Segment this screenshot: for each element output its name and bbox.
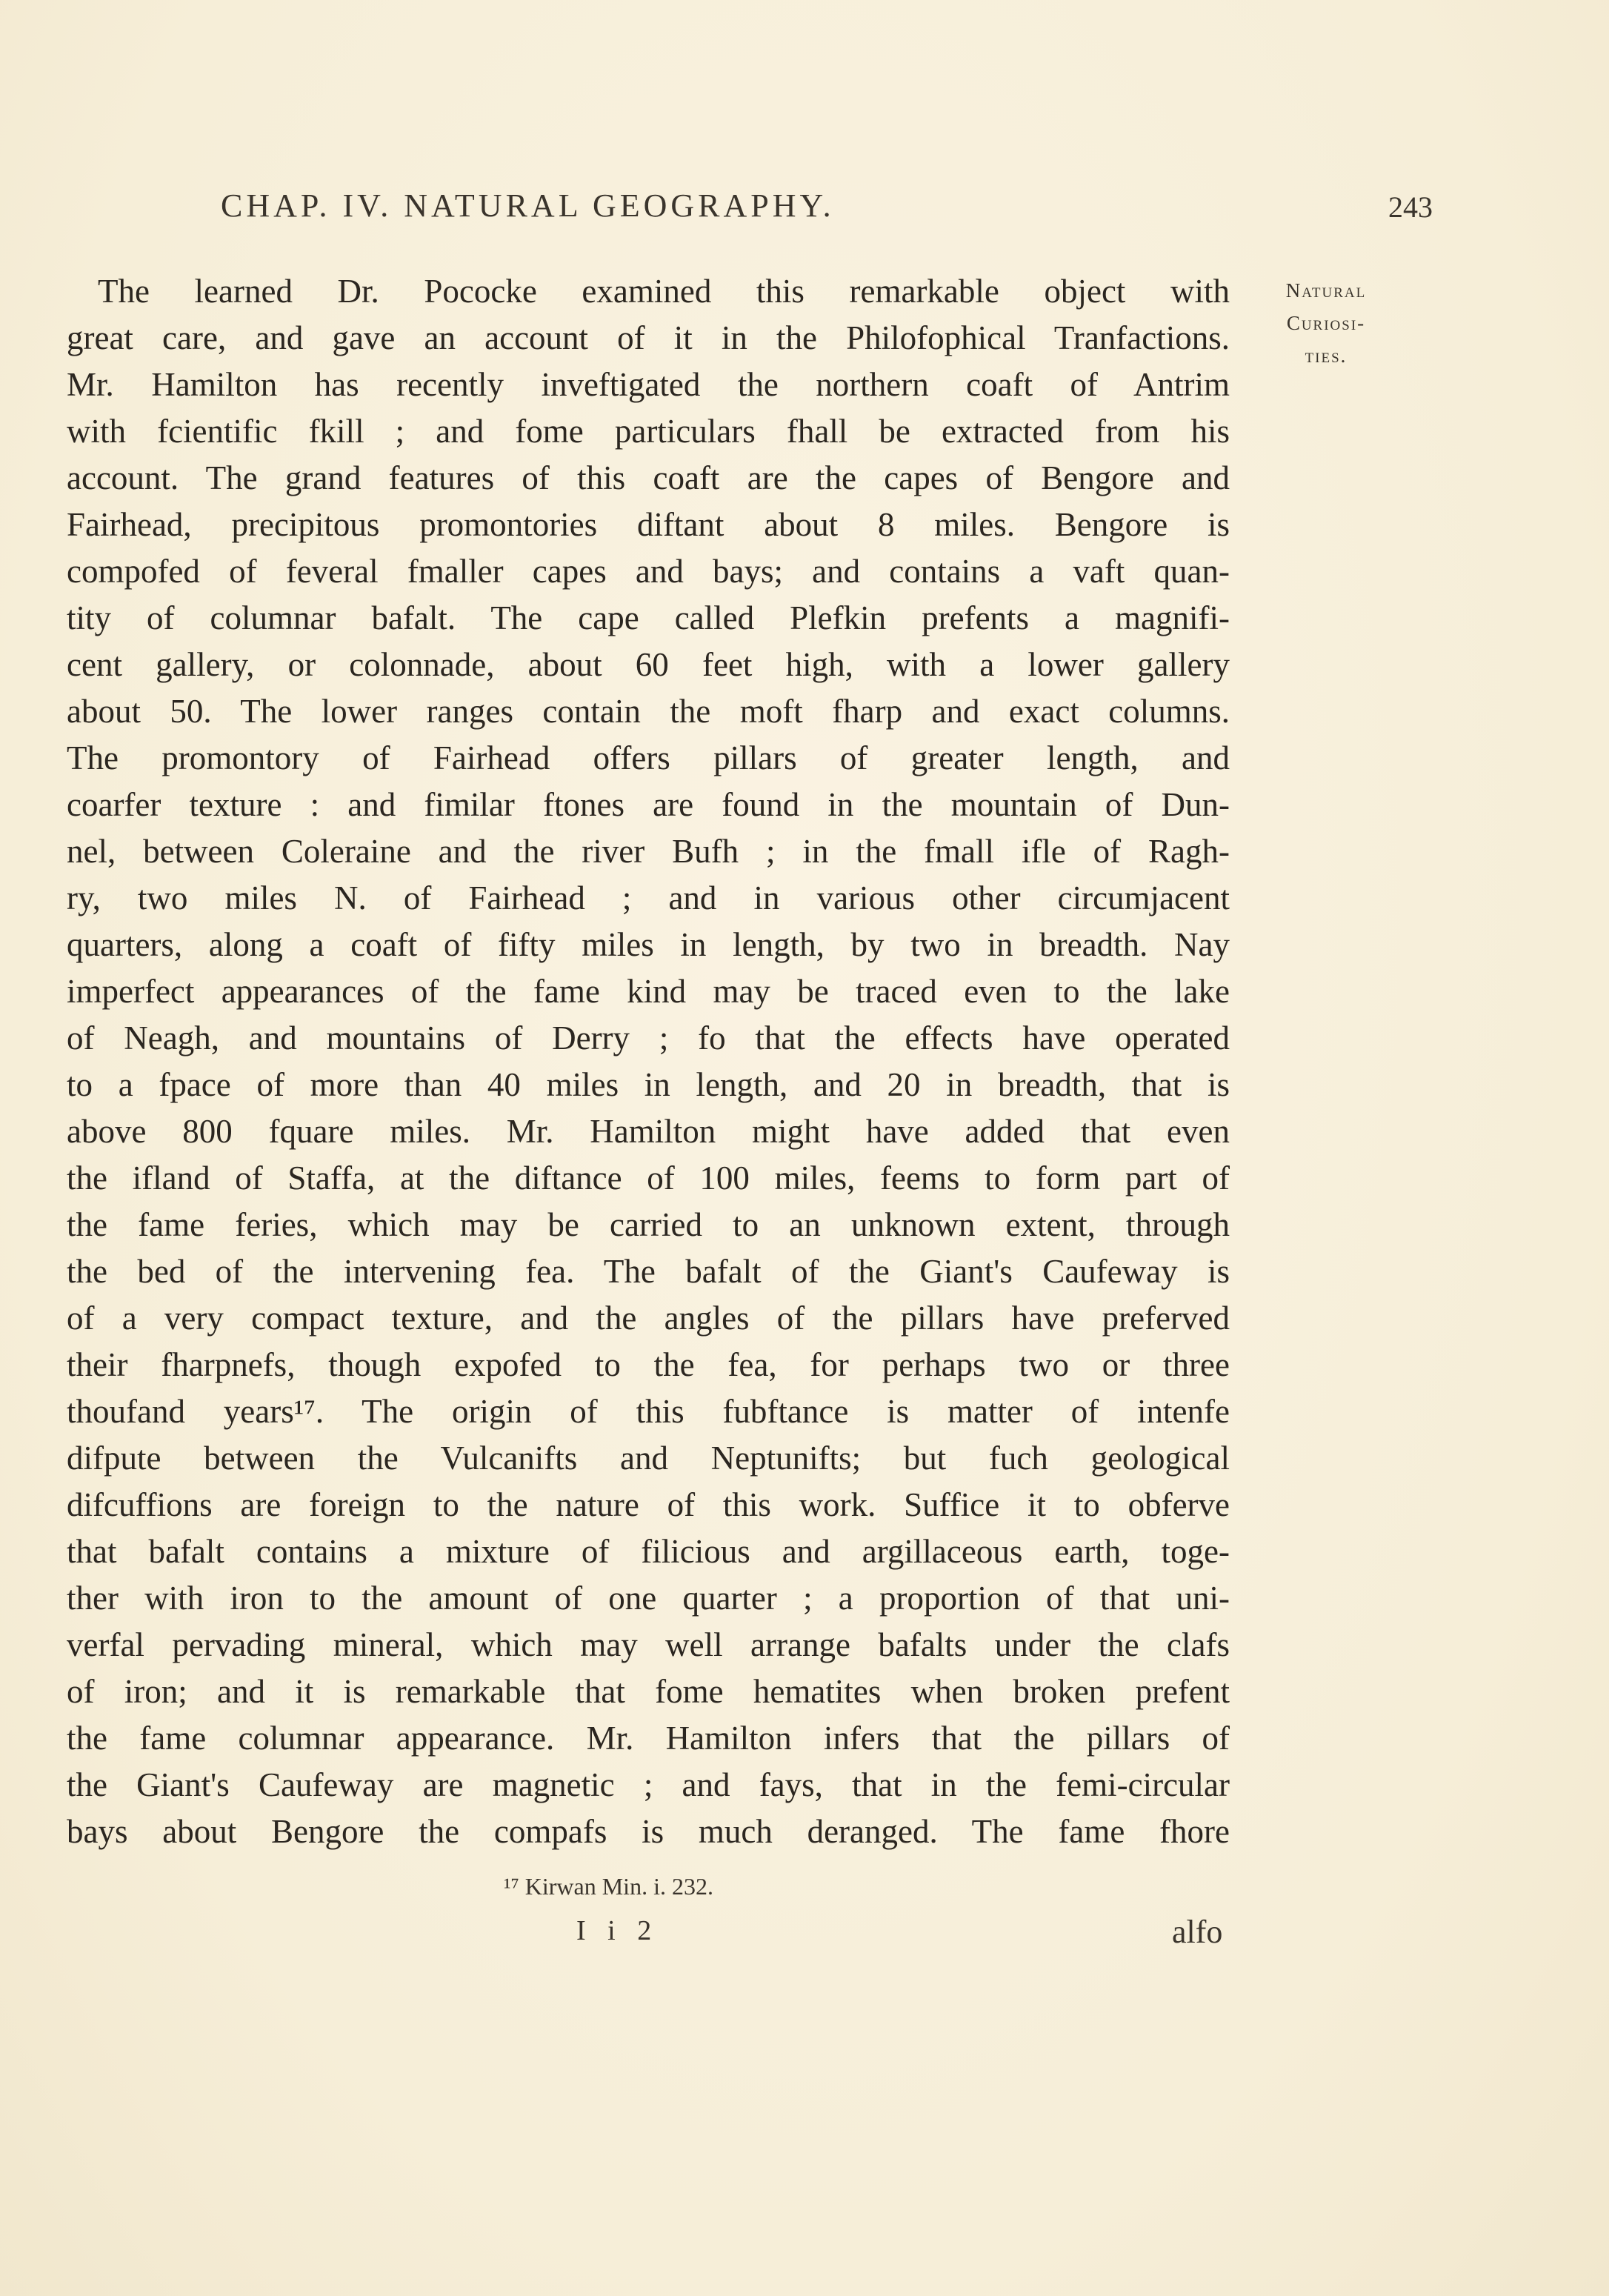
- text-line: the ifland of Staffa, at the diftance of 100 miles, feems to form part of: [67, 1159, 1230, 1197]
- footnote: ¹⁷ Kirwan Min. i. 232.: [504, 1873, 713, 1900]
- marginal-note-line: Curiosi-: [1286, 312, 1366, 334]
- text-line: imperfect appearances of the fame kind may be traced even to the lake: [67, 973, 1230, 1010]
- text-line: about 50. The lower ranges contain the moft fharp and exact columns.: [67, 693, 1230, 730]
- text-line: with fcientific fkill ; and fome particulars fhall be extracted from his: [67, 413, 1230, 450]
- text-line: cent gallery, or colonnade, about 60 feet high, with a lower gallery: [67, 646, 1230, 683]
- text-line: The promontory of Fairhead offers pillars of greater length, and: [67, 739, 1230, 776]
- text-line: Fairhead, precipitous promontories diftant about 8 miles. Bengore is: [67, 506, 1230, 543]
- text-line: that bafalt contains a mixture of filicious and argillaceous earth, toge-: [67, 1533, 1230, 1570]
- text-line: Mr. Hamilton has recently inveftigated the northern coaft of Antrim: [67, 366, 1230, 403]
- text-line: difcuffions are foreign to the nature of this work. Suffice it to obferve: [67, 1486, 1230, 1523]
- text-line: of iron; and it is remarkable that fome hematites when broken prefent: [67, 1673, 1230, 1710]
- text-line: of a very compact texture, and the angles of the pillars have preferved: [67, 1300, 1230, 1337]
- text-line: to a fpace of more than 40 miles in length, and 20 in breadth, that is: [67, 1066, 1230, 1103]
- text-line: bays about Bengore the compafs is much deranged. The fame fhore: [67, 1813, 1230, 1850]
- text-line: the Giant's Caufeway are magnetic ; and fays, that in the femi-circular: [67, 1766, 1230, 1803]
- text-line: quarters, along a coaft of fifty miles in length, by two in breadth. Nay: [67, 926, 1230, 963]
- text-line: their fharpnefs, though expofed to the fea, for perhaps two or three: [67, 1346, 1230, 1383]
- marginal-note: [1252, 274, 1400, 372]
- text-line: nel, between Coleraine and the river Bufh ; in the fmall ifle of Ragh-: [67, 833, 1230, 870]
- text-line: difpute between the Vulcanifts and Neptunifts; but fuch geological: [67, 1440, 1230, 1477]
- text-line: compofed of feveral fmaller capes and bays; and contains a vaft quan-: [67, 553, 1230, 590]
- text-line: ry, two miles N. of Fairhead ; and in various other circumjacent: [67, 879, 1230, 916]
- text-line: the bed of the intervening fea. The bafalt of the Giant's Caufeway is: [67, 1253, 1230, 1290]
- body-paragraph: [67, 268, 1230, 1855]
- text-line: account. The grand features of this coaft are the capes of Bengore and: [67, 459, 1230, 496]
- text-line: The learned Dr. Pococke examined this remarkable object with: [98, 273, 1230, 310]
- text-line: of Neagh, and mountains of Derry ; fo that the effects have operated: [67, 1019, 1230, 1057]
- text-line: the fame columnar appearance. Mr. Hamilton infers that the pillars of: [67, 1720, 1230, 1757]
- text-line: coarfer texture : and fimilar ftones are found in the mountain of Dun-: [67, 786, 1230, 823]
- text-line: above 800 fquare miles. Mr. Hamilton might have added that even: [67, 1113, 1230, 1150]
- signature-mark: I i 2: [576, 1915, 659, 1946]
- text-line: verfal pervading mineral, which may well arrange bafalts under the clafs: [67, 1626, 1230, 1663]
- text-line: ther with iron to the amount of one quarter ; a proportion of that uni-: [67, 1580, 1230, 1617]
- text-line: thoufand years¹⁷. The origin of this fubftance is matter of intenfe: [67, 1393, 1230, 1430]
- marginal-note-line: Natural: [1285, 279, 1367, 302]
- catchword: alfo: [1172, 1914, 1223, 1950]
- text-line: the fame feries, which may be carried to an unknown extent, through: [67, 1206, 1230, 1243]
- text-line: great care, and gave an account of it in the Philofophical Tranfactions.: [67, 319, 1230, 356]
- page-number: 243: [1388, 190, 1433, 224]
- text-line: tity of columnar bafalt. The cape called Plefkin prefents a magnifi-: [67, 599, 1230, 636]
- running-title: CHAP. IV. NATURAL GEOGRAPHY.: [221, 187, 835, 224]
- marginal-note-line: ties.: [1305, 345, 1348, 367]
